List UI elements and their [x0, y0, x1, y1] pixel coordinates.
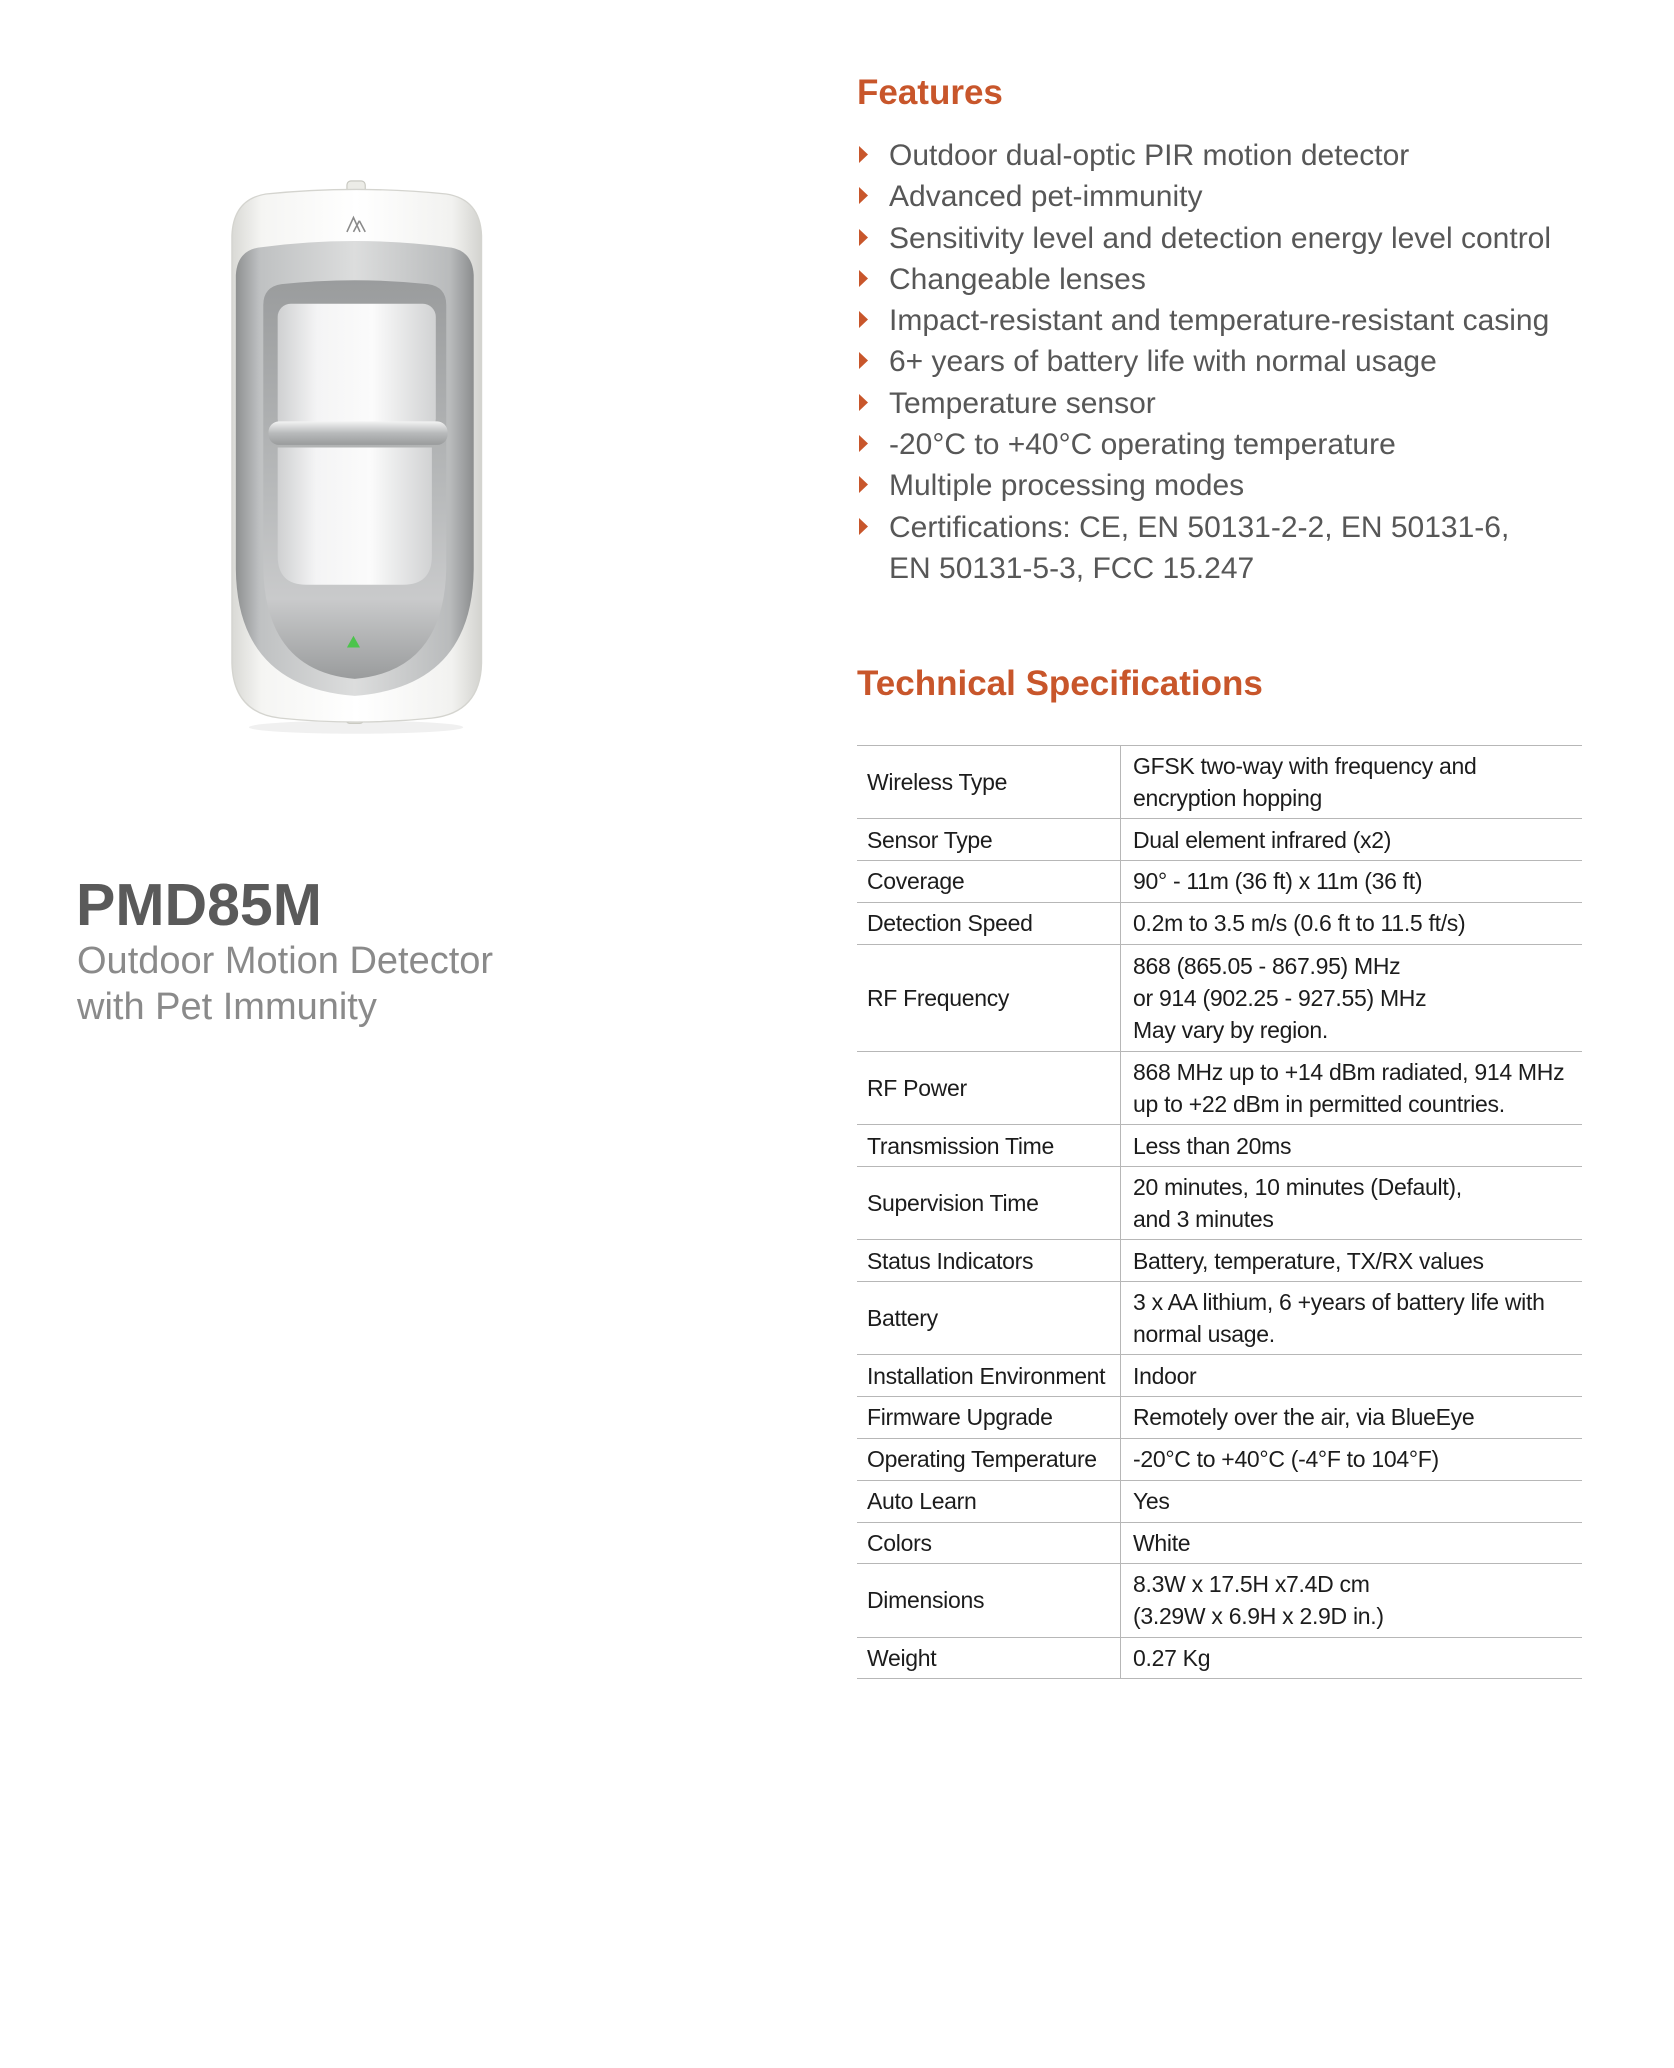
spec-label: Operating Temperature	[867, 1446, 1097, 1473]
spec-value-cell	[1121, 1052, 1582, 1124]
triangle-right-icon	[859, 394, 868, 411]
spec-row	[857, 945, 1582, 1052]
spec-value: Less than 20ms	[1133, 1132, 1292, 1159]
spec-label-cell	[857, 1439, 1121, 1480]
spec-value: 90° - 11m (36 ft) x 11m (36 ft)	[1133, 868, 1423, 895]
triangle-right-icon	[859, 229, 868, 246]
spec-row	[857, 1481, 1582, 1523]
spec-label-cell	[857, 945, 1121, 1051]
spec-row	[857, 861, 1582, 903]
feature-text: Temperature sensor	[889, 386, 1156, 420]
spec-label-cell	[857, 1282, 1121, 1354]
triangle-right-icon	[859, 270, 868, 287]
spec-label-cell	[857, 746, 1121, 818]
spec-row	[857, 1439, 1582, 1481]
triangle-right-icon	[859, 146, 868, 163]
spec-row	[857, 903, 1582, 945]
triangle-right-icon	[859, 311, 868, 328]
spec-label-cell	[857, 1523, 1121, 1564]
feature-text: Outdoor dual-optic PIR motion detector	[889, 139, 1410, 172]
spec-row	[857, 1355, 1582, 1397]
triangle-right-icon	[859, 187, 868, 204]
spec-value-cell	[1121, 1125, 1582, 1166]
spec-value: 8.3W x 17.5H x7.4D cm (3.29W x 6.9H x 2.9D in.)	[1133, 1571, 1384, 1630]
spec-row	[857, 746, 1582, 819]
spec-label: Weight	[867, 1644, 937, 1671]
product-model: PMD85M	[76, 872, 322, 938]
spec-label-cell	[857, 1125, 1121, 1166]
spec-row	[857, 1523, 1582, 1565]
feature-text: Sensitivity level and detection energy level control	[889, 221, 1552, 255]
feature-item	[859, 507, 1551, 590]
spec-row	[857, 1564, 1582, 1637]
feature-text: 6+ years of battery life with normal usage	[889, 345, 1437, 379]
feature-item	[859, 259, 1551, 300]
feature-item	[859, 135, 1551, 176]
spec-label: Colors	[867, 1529, 932, 1556]
spec-label: Wireless Type	[867, 769, 1008, 796]
device-lens-divider-bar	[269, 421, 448, 445]
spec-label: Coverage	[867, 868, 965, 895]
spec-label: Auto Learn	[867, 1488, 977, 1515]
spec-value: -20°C to +40°C (-4°F to 104°F)	[1133, 1446, 1439, 1473]
feature-text: Multiple processing modes	[889, 469, 1245, 503]
features-heading: Features	[857, 73, 1003, 112]
spec-value: White	[1133, 1529, 1191, 1556]
device-lower-lens	[278, 448, 432, 585]
feature-text: Certifications: CE, EN 50131-2-2, EN 50131-6, EN 50131-5-3, FCC 15.247	[889, 510, 1510, 585]
specs-table	[857, 745, 1582, 1679]
spec-label: RF Power	[867, 1075, 967, 1101]
spec-label-cell	[857, 819, 1121, 860]
spec-value-cell	[1121, 1240, 1582, 1281]
triangle-right-icon	[859, 352, 868, 369]
feature-item	[859, 465, 1551, 506]
spec-label: Firmware Upgrade	[867, 1404, 1053, 1431]
feature-text: Advanced pet-immunity	[889, 180, 1203, 214]
spec-label: Battery	[867, 1305, 938, 1332]
spec-value-cell	[1121, 945, 1582, 1051]
spec-value-cell	[1121, 746, 1582, 818]
spec-label: Detection Speed	[867, 910, 1033, 937]
feature-item	[859, 176, 1551, 217]
spec-value-cell	[1121, 1397, 1582, 1438]
spec-value: Dual element infrared (x2)	[1133, 826, 1392, 853]
spec-value-cell	[1121, 819, 1582, 860]
product-subtitle-line: Outdoor Motion Detector	[77, 940, 494, 982]
spec-label: Installation Environment	[867, 1362, 1106, 1389]
spec-label-cell	[857, 1355, 1121, 1396]
spec-row	[857, 1167, 1582, 1240]
product-image	[229, 177, 491, 739]
spec-row	[857, 819, 1582, 861]
spec-value-cell	[1121, 1564, 1582, 1636]
product-subtitle-line: with Pet Immunity	[77, 986, 377, 1028]
spec-label: Dimensions	[867, 1587, 985, 1614]
spec-label-cell	[857, 1397, 1121, 1438]
spec-row	[857, 1397, 1582, 1439]
feature-text: Impact-resistant and temperature-resistant casing	[889, 304, 1550, 338]
device-upper-lens	[278, 304, 436, 432]
spec-value: 3 x AA lithium, 6 +years of battery life with normal usage.	[1133, 1289, 1545, 1348]
spec-label: Status Indicators	[867, 1247, 1034, 1274]
spec-value: GFSK two-way with frequency and encryption hopping	[1133, 753, 1477, 812]
spec-value: Indoor	[1133, 1362, 1197, 1389]
spec-value-cell	[1121, 1481, 1582, 1522]
spec-value-cell	[1121, 1282, 1582, 1354]
feature-item	[859, 383, 1551, 424]
spec-row	[857, 1240, 1582, 1282]
spec-value-cell	[1121, 903, 1582, 944]
spec-label-cell	[857, 903, 1121, 944]
spec-label-cell	[857, 861, 1121, 902]
spec-label-cell	[857, 1240, 1121, 1281]
spec-row	[857, 1282, 1582, 1355]
spec-row	[857, 1125, 1582, 1167]
triangle-right-icon	[859, 476, 868, 493]
spec-row	[857, 1638, 1582, 1680]
triangle-right-icon	[859, 435, 868, 452]
spec-label-cell	[857, 1638, 1121, 1679]
features-list	[859, 135, 1551, 589]
feature-item	[859, 341, 1551, 382]
spec-value: 868 (865.05 - 867.95) MHz or 914 (902.25 - 927.55) MHz May vary by region.	[1133, 952, 1427, 1043]
spec-label-cell	[857, 1052, 1121, 1124]
spec-value-cell	[1121, 1167, 1582, 1239]
spec-value: 868 MHz up to +14 dBm radiated, 914 MHz up to +22 dBm in permitted countries.	[1133, 1059, 1565, 1117]
spec-value: 0.27 Kg	[1133, 1644, 1211, 1671]
spec-label-cell	[857, 1167, 1121, 1239]
specs-heading: Technical Specifications	[857, 664, 1263, 703]
triangle-right-icon	[859, 518, 868, 535]
spec-value: Yes	[1133, 1488, 1170, 1515]
feature-text: Changeable lenses	[889, 262, 1146, 296]
spec-value: Remotely over the air, via BlueEye	[1133, 1404, 1475, 1431]
spec-label: Supervision Time	[867, 1190, 1039, 1217]
spec-value-cell	[1121, 1523, 1582, 1564]
spec-value-cell	[1121, 1355, 1582, 1396]
spec-value-cell	[1121, 861, 1582, 902]
spec-value-cell	[1121, 1638, 1582, 1679]
spec-label-cell	[857, 1481, 1121, 1522]
feature-text: -20°C to +40°C operating temperature	[889, 428, 1396, 462]
product-subtitle	[77, 938, 493, 1030]
spec-value-cell	[1121, 1439, 1582, 1480]
spec-value: 0.2m to 3.5 m/s (0.6 ft to 11.5 ft/s)	[1133, 910, 1466, 937]
spec-label-cell	[857, 1564, 1121, 1636]
spec-row	[857, 1052, 1582, 1125]
spec-value: 20 minutes, 10 minutes (Default), and 3 minutes	[1133, 1174, 1462, 1233]
spec-value: Battery, temperature, TX/RX values	[1133, 1247, 1484, 1274]
feature-item	[859, 218, 1551, 259]
feature-item	[859, 424, 1551, 465]
spec-label: Transmission Time	[867, 1132, 1055, 1159]
spec-label: Sensor Type	[867, 826, 993, 853]
feature-item	[859, 300, 1551, 341]
spec-label: RF Frequency	[867, 984, 1010, 1011]
